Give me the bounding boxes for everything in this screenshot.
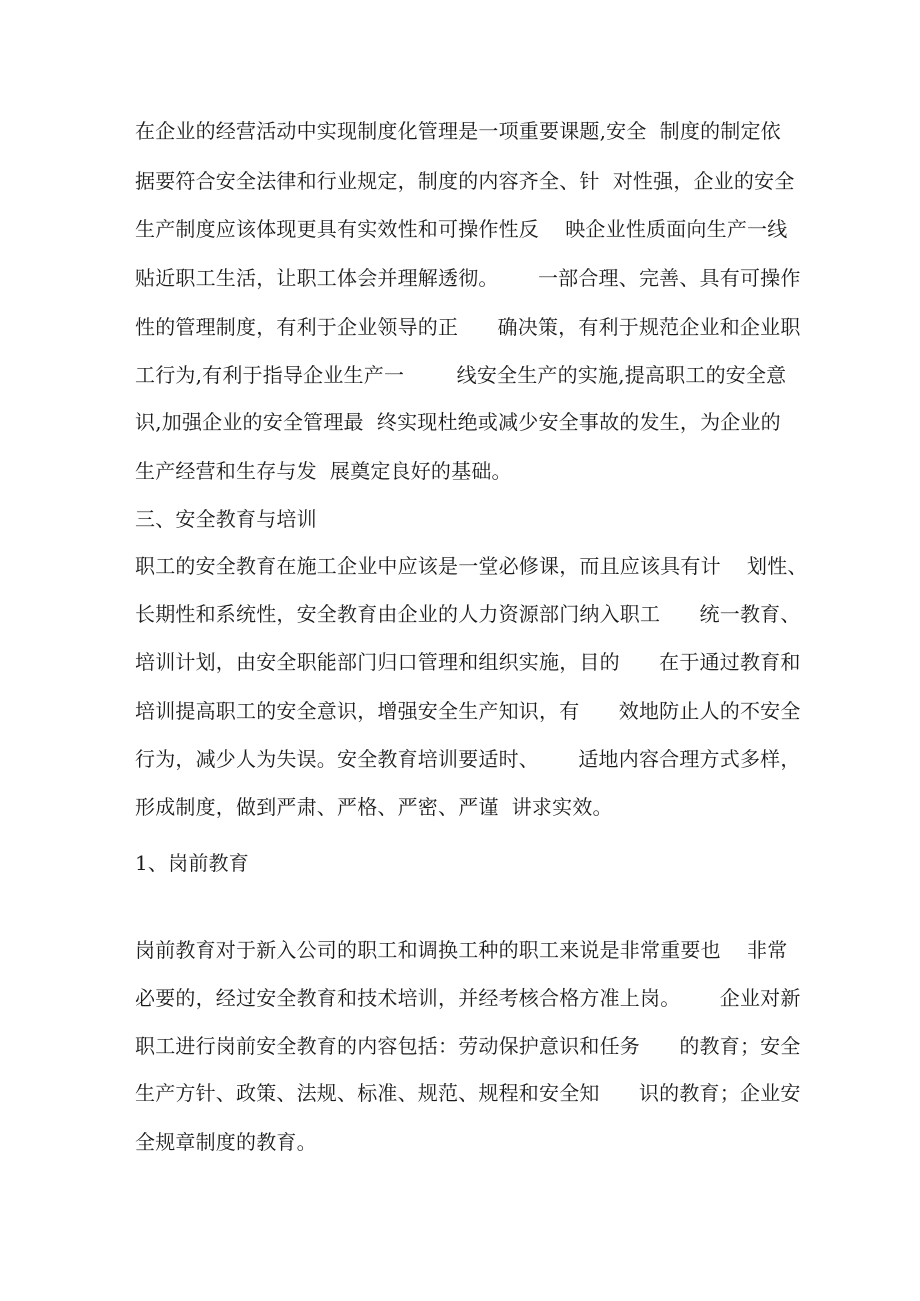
item-heading: 1、岗前教育 (135, 851, 249, 875)
paragraph-line: 识,加强企业的安全管理最 终实现杜绝或减少安全事故的发生，为企业的 (135, 410, 781, 434)
paragraph-line: 工行为,有利于指导企业生产一 线安全生产的实施,提高职工的安全意 (135, 363, 787, 387)
paragraph-line: 生产方针、政策、法规、标准、规范、规程和安全知 识的教育；企业安 (135, 1081, 801, 1105)
paragraph-line: 生产制度应该体现更具有实效性和可操作性反 映企业性质面向生产一线 (135, 217, 788, 241)
paragraph-line: 在企业的经营活动中实现制度化管理是一项重要课题,安全 制度的制定依 (135, 119, 781, 143)
paragraph-line: 培训提高职工的安全意识，增强安全生产知识，有 效地防止人的不安全 (135, 699, 801, 723)
paragraph-line: 必要的，经过安全教育和技术培训，并经考核合格方准上岗。 企业对新 (135, 986, 801, 1010)
paragraph-line: 职工的安全教育在施工企业中应该是一堂必修课，而且应该具有计 划性、 (135, 554, 808, 578)
paragraph-line: 岗前教育对于新入公司的职工和调换工种的职工来说是非常重要也 非常 (135, 938, 788, 962)
paragraph-line: 性的管理制度，有利于企业领导的正 确决策，有利于规范企业和企业职 (135, 315, 801, 339)
paragraph-line: 全规章制度的教育。 (135, 1130, 317, 1154)
paragraph-line: 据要符合安全法律和行业规定，制度的内容齐全、针 对性强，企业的安全 (135, 169, 795, 193)
paragraph-line: 形成制度，做到严肃、严格、严密、严谨 讲求实效。 (135, 795, 613, 819)
section-heading: 三、安全教育与培训 (135, 507, 317, 531)
paragraph-line: 培训计划，由安全职能部门归口管理和组织实施，目的 在于通过教育和 (135, 650, 801, 674)
paragraph-line: 贴近职工生活，让职工体会并理解透彻。 一部合理、完善、具有可操作 (135, 266, 801, 290)
paragraph-line: 行为，减少人为失误。安全教育培训要适时、 适地内容合理方式多样， (135, 747, 801, 771)
paragraph-line: 生产经营和生存与发 展奠定良好的基础。 (135, 459, 512, 483)
paragraph-line: 长期性和系统性，安全教育由企业的人力资源部门纳入职工 统一教育、 (135, 602, 801, 626)
paragraph-line: 职工进行岗前安全教育的内容包括：劳动保护意识和任务 的教育；安全 (135, 1034, 801, 1058)
